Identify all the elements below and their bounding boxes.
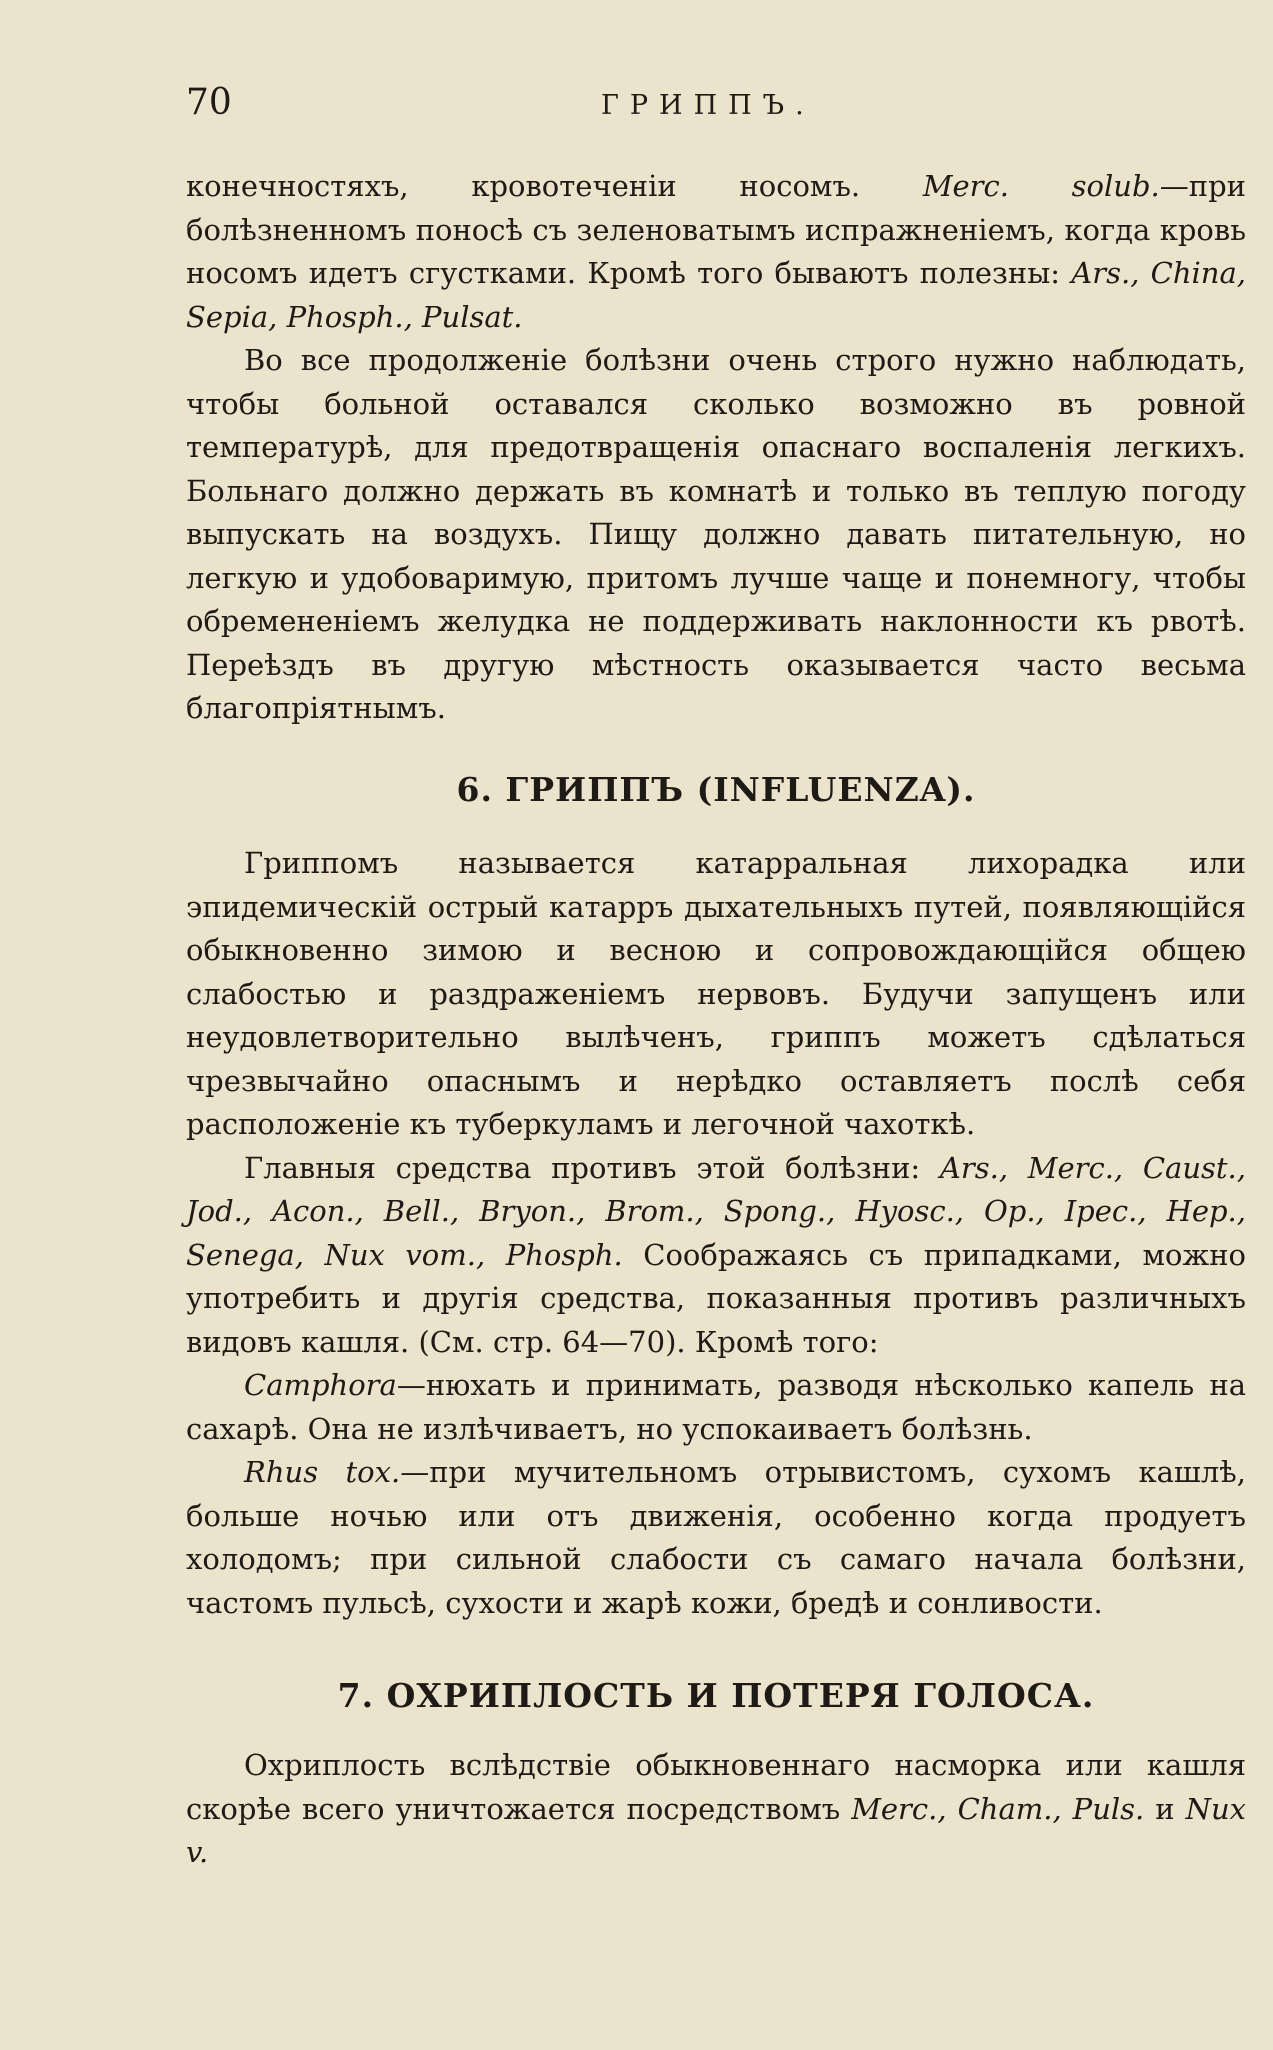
section-heading-hoarseness: 7. ОХРИПЛОСТЬ И ПОТЕРЯ ГОЛОСА. bbox=[337, 1676, 1095, 1715]
page-number: 70 bbox=[186, 82, 232, 123]
paragraph: конечностяхъ, кровотеченіи носомъ. Merc. solub.—при болѣзненномъ поносѣ съ зеленоватымъ испражненіемъ, когда кровь носомъ идетъ сгустками. Кромѣ того бываютъ полезны: Ars., China, Sepia, Phosph., Pulsat. bbox=[186, 169, 1246, 334]
paragraph: Во все продолженіе болѣзни очень строго нужно наблюдать, чтобы больной оставался сколько возможно въ ровной температурѣ, для предотвращенія опаснаго воспаленія легкихъ. Больнаго должно держать въ комнатѣ и только въ теплую погоду выпускать на воздухъ. Пищу должно давать питательную, но легкую и удобоваримую, притомъ лучше чаще и понемногу, чтобы обремененіемъ желудка не поддерживать наклонности къ рвотѣ. Переѣздъ въ другую мѣстность оказывается часто весьма благопріятнымъ. bbox=[186, 343, 1246, 725]
paragraph: Rhus tox.—при мучительномъ отрывистомъ, сухомъ кашлѣ, больше ночью или отъ движенія, особенно когда продуетъ холодомъ; при сильной слабости съ самаго начала болѣзни, частомъ пульсѣ, сухости и жарѣ кожи, бредѣ и сонливости. bbox=[186, 1455, 1246, 1620]
paragraph: Гриппомъ называется катарральная лихорадка или эпидемическій острый катарръ дыхательныхъ путей, появляющійся обыкновенно зимою и весною и сопровождающійся общею слабостью и раздраженіемъ нервовъ. Будучи запущенъ или неудовлетворительно вылѣченъ, гриппъ можетъ сдѣлаться чрезвычайно опаснымъ и нерѣдко оставляетъ послѣ себя расположеніе къ туберкуламъ и легочной чахоткѣ. bbox=[186, 846, 1246, 1141]
section-continuation bbox=[186, 165, 1246, 731]
page-header bbox=[186, 82, 1177, 132]
paragraph: Охриплость вслѣдствіе обыкновеннаго насморка или кашля скорѣе всего уничтожается посредствомъ Merc., Cham., Puls. и Nux v. bbox=[186, 1748, 1246, 1869]
section-hoarseness bbox=[186, 1744, 1246, 1875]
section-influenza bbox=[186, 842, 1246, 1625]
paragraph: Главныя средства противъ этой болѣзни: Ars., Merc., Caust., Jod., Acon., Bell., Bryon., Brom., Spong., Hyosc., Op., Ipec., Hep., Senega, Nux vom., Phosph. Соображаясь съ припадками, можно употребить и другія средства, показанныя противъ различныхъ видовъ кашля. (См. стр. 64—70). Кромѣ того: bbox=[186, 1150, 1246, 1359]
running-title: ГРИППЪ. bbox=[601, 90, 815, 121]
paragraph: Camphora—нюхать и принимать, разводя нѣсколько капель на сахарѣ. Она не излѣчиваетъ, но успокаиваетъ болѣзнь. bbox=[186, 1368, 1246, 1446]
section-heading-influenza: 6. ГРИППЪ (INFLUENZA). bbox=[456, 770, 976, 809]
